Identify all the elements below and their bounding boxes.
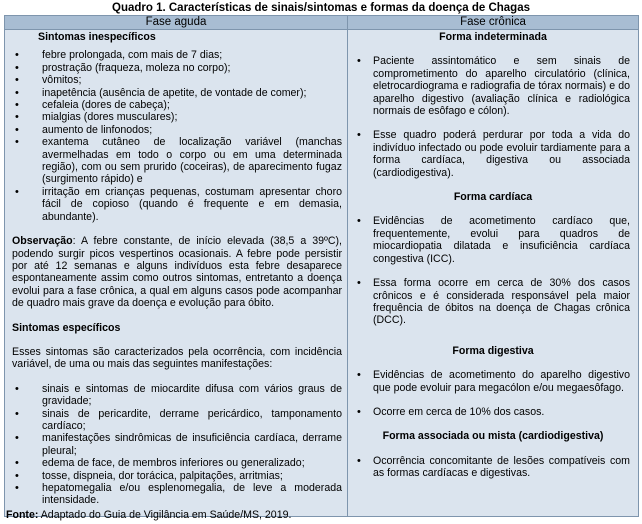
list-item: • tosse, dispneia, dor torácica, palpitações, arritmias; [12,470,342,482]
observacao-text: : A febre constante, de início elevada (38,5 a 39ºC), podendo surgir picos vespertinos ocasionais. A febre pode persistir por até 12 semanas e alguns indivíduos esta febre desaparece espontaneamente assim como outros sintomas, entretanto a doença evolui para a fase crônica, a qual em alguns casos pode acompanhar de quadro mais grave da doença e evolução para óbito. [12,235,342,310]
list-especificos [12,383,342,507]
list-digestiva [356,369,630,418]
section-title-indeterminada: Forma indeterminada [439,31,547,43]
list-item: • hepatomegalia e/ou esplenomegalia, de leve a moderada intensidade. [12,482,342,507]
list-item: • prostração (fraqueza, moleza no corpo); [12,62,342,74]
header-fase-aguda: Fase aguda [5,16,348,30]
list-item: • Evidências de acometimento cardíaco que, frequentemente, evolui para quadros de miocardiopatia dilatada e insuficiência cardíaca congestiva (ICC). [356,215,630,265]
list-item: • edema de face, de membros inferiores ou generalizado; [12,457,342,469]
section-title-mista: Forma associada ou mista (cardiodigestiva) [382,430,604,443]
list-item: • Evidências de acometimento do aparelho digestivo que pode evoluir para megacólon e/ou megaesôfago. [356,369,630,394]
list-item: • Paciente assintomático e sem sinais de comprometimento do aparelho circulatório (clínica, eletrocardiograma e radiografia de tórax normais) e do aparelho digestivo (avaliação clínica e radiológica normais de esôfago e cólon). [356,55,630,117]
list-cardiaca [356,215,630,326]
table-title: Quadro 1. Características de sinais/sintomas e formas da doença de Chagas [112,2,530,14]
source-note [6,509,291,522]
list-item: • mialgias (dores musculares); [12,111,342,123]
observacao-paragraph [12,235,342,309]
list-mista [356,455,630,480]
list-item: • irritação em crianças pequenas, costumam apresentar choro fácil de copioso (quando é frequente e em demasia, abundante). [12,186,342,223]
source-text: Adaptado do Guia de Vigilância em Saúde/MS, 2019. [38,509,292,521]
list-item: • manifestações sindrômicas de insuficiência cardíaca, derrame pleural; [12,432,342,457]
observacao-label: Observação [12,235,73,248]
list-item: • aumento de linfonodos; [12,124,342,136]
list-item: • cefaleia (dores de cabeça); [12,99,342,111]
header-fase-cronica: Fase crônica [348,16,639,30]
chagas-table [4,15,639,517]
list-item: • Ocorrência concomitante de lesões compatíveis com as formas cardíacas e digestivas. [356,455,630,480]
list-item: • sinais e sintomas de miocardite difusa com vários graus de gravidade; [12,383,342,408]
section-title-digestiva: Forma digestiva [452,344,534,357]
section-title-especificos: Sintomas específicos [12,321,121,334]
list-item: • Esse quadro poderá perdurar por toda a vida do indivíduo infectado ou pode evoluir tardiamente para a forma cardíaca, digestiva ou associada (cardiodigestiva). [356,129,630,179]
list-item: • febre prolongada, com mais de 7 dias; [12,49,342,61]
list-item: • exantema cutâneo de localização variável (manchas avermelhadas em todo o corpo ou em uma determinada região), com ou sem prurido (coceiras), de aparecimento fugaz (surgimento rápido) e [12,136,342,186]
list-inespecificos [12,49,342,223]
especificos-intro: Esses sintomas são caracterizados pela ocorrência, com incidência variável, de uma ou mais das seguintes manifestações: [12,345,342,371]
list-item: • Ocorre em cerca de 10% dos casos. [356,406,630,418]
section-title-cardiaca: Forma cardíaca [453,191,533,204]
list-item: • inapetência (ausência de apetite, de vontade de comer); [12,87,342,99]
list-item: • Essa forma ocorre em cerca de 30% dos casos crônicos e é considerada responsável pela maior frequência de óbitos na doença de Chagas crônica (DCC). [356,277,630,327]
list-indeterminada [356,55,630,179]
list-item: • vômitos; [12,74,342,86]
source-label: Fonte: [6,509,39,521]
cell-fase-aguda [5,30,348,517]
section-title-inespecificos: Sintomas inespecíficos [38,31,156,43]
list-item: • sinais de pericardite, derrame pericárdico, tamponamento cardíaco; [12,408,342,433]
cell-fase-cronica [348,30,639,517]
